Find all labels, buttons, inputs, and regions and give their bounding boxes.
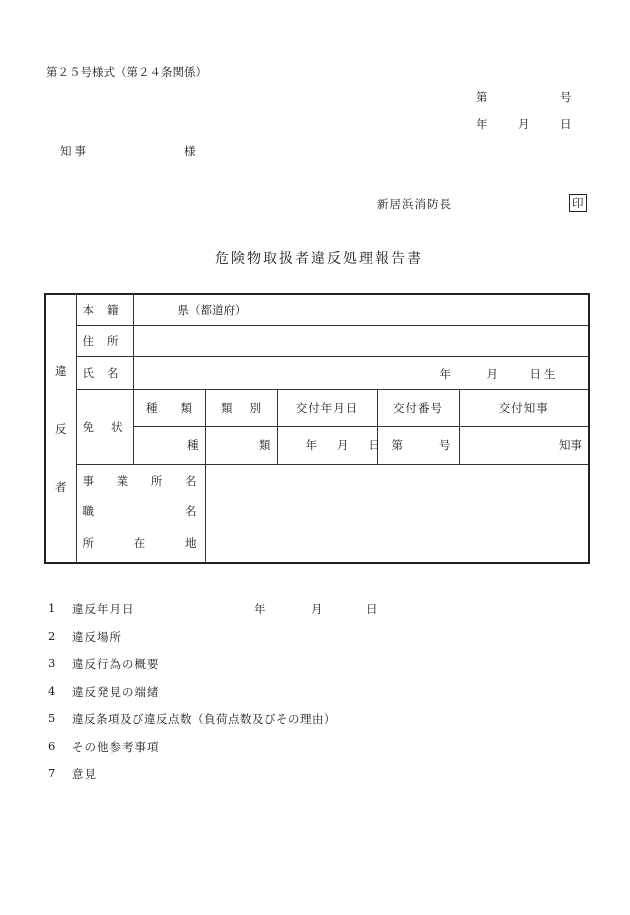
doc-number-suffix: 号 xyxy=(560,90,572,104)
workplace-details-value[interactable] xyxy=(205,464,589,563)
list-item: 4 違反発見の端緒 xyxy=(48,683,160,699)
address-label: 住所 xyxy=(76,325,133,356)
honseki-value[interactable]: 県（都道府） xyxy=(133,294,589,325)
violator-table xyxy=(44,293,590,564)
list-item: 6 その他参考事項 xyxy=(48,738,160,754)
honseki-label: 本籍 xyxy=(76,294,133,325)
position-label: 職名 xyxy=(82,504,197,518)
report-items xyxy=(48,601,378,794)
doc-number-prefix: 第 xyxy=(476,90,488,104)
list-item: 3 違反行為の概要 xyxy=(48,656,160,671)
addressee: 知事 xyxy=(60,144,89,158)
license-kind-value[interactable]: 種 xyxy=(133,426,205,464)
date-month: 月 xyxy=(518,117,530,131)
date-day: 日 xyxy=(560,117,572,131)
location-label: 所在地 xyxy=(82,536,197,550)
row-honseki xyxy=(45,294,589,325)
side-label-char: 者 xyxy=(55,479,67,494)
license-header-category: 類別 xyxy=(205,389,277,426)
sender: 新居浜消防長 xyxy=(377,197,452,211)
list-item: 2 違反場所 xyxy=(48,628,122,644)
list-item: 1 違反年月日 年 月 日 xyxy=(48,601,378,616)
document-title: 危険物取扱者違反処理報告書 xyxy=(215,251,423,267)
list-item: 7 意見 xyxy=(48,766,97,781)
violator-side-label xyxy=(45,294,76,563)
side-label-char: 違 xyxy=(55,363,67,378)
birth-year: 年 xyxy=(439,366,451,381)
license-number-value[interactable]: 第 号 xyxy=(377,426,459,464)
license-header-kind: 種類 xyxy=(133,389,205,426)
seal-mark: 印 xyxy=(569,194,587,212)
date-year: 年 xyxy=(476,117,488,131)
row-address xyxy=(45,325,589,356)
row-license-header xyxy=(45,389,589,426)
workplace-label: 事業所名 xyxy=(76,464,205,497)
row-name xyxy=(45,356,589,389)
license-category-value[interactable]: 類 xyxy=(205,426,277,464)
license-header-issue-date: 交付年月日 xyxy=(277,389,377,426)
address-value[interactable] xyxy=(133,325,589,356)
license-issue-date-value[interactable]: 年 月 日 xyxy=(277,426,377,464)
side-label-char: 反 xyxy=(55,421,67,436)
name-value[interactable] xyxy=(133,356,589,389)
license-header-issue-number: 交付番号 xyxy=(377,389,459,426)
license-header-issuing-governor: 交付知事 xyxy=(459,389,589,426)
birth-month: 月 xyxy=(486,366,498,381)
list-item: 5 違反条項及び違反点数（負荷点数及びその理由） xyxy=(48,711,336,726)
row-workplace xyxy=(45,464,589,497)
license-label: 免状 xyxy=(76,389,133,464)
addressee-honorific: 様 xyxy=(184,144,196,158)
position-location-labels xyxy=(76,497,205,563)
birth-day: 日生 xyxy=(529,366,559,381)
name-label: 氏名 xyxy=(76,356,133,389)
license-governor-value[interactable]: 知事 xyxy=(459,426,589,464)
form-number: 第２５号様式（第２４条関係） xyxy=(46,65,207,79)
